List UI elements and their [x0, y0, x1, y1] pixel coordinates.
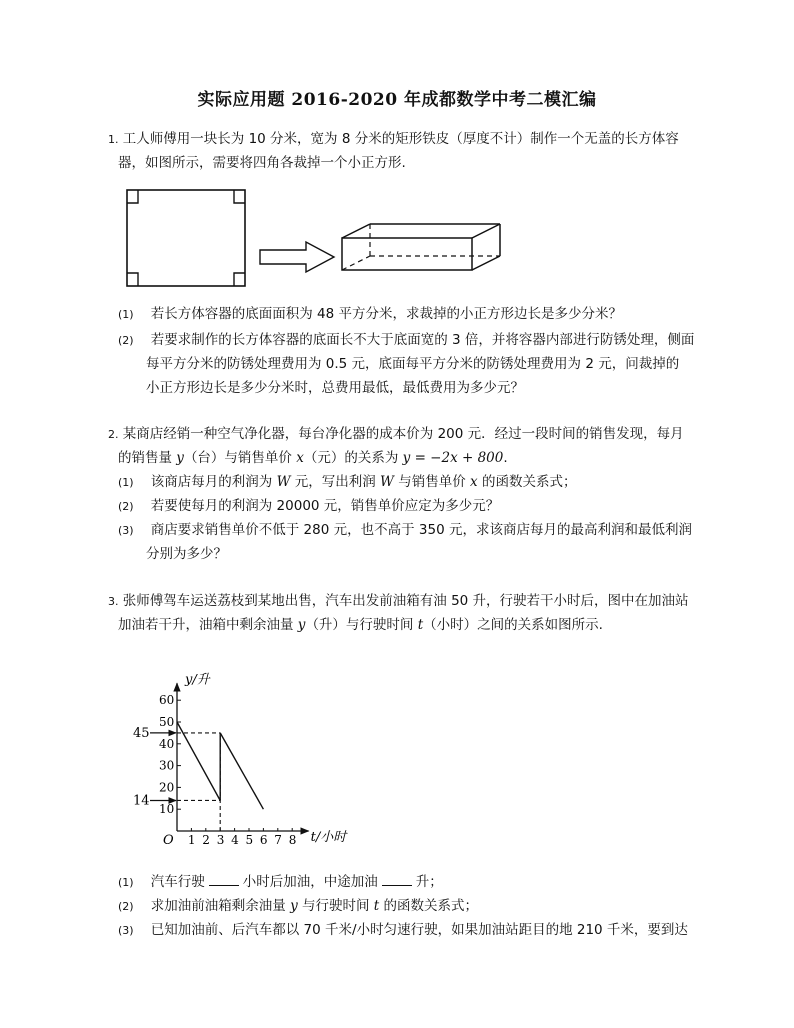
q1-sub1-number: (1) [118, 308, 134, 321]
q1-figure [120, 186, 510, 296]
q3-sub2-b: 与行驶时间 [297, 898, 374, 914]
y-tick-label: 20 [159, 780, 175, 795]
q3-var-y: y [297, 617, 306, 633]
q3-graph [130, 655, 370, 855]
q2-var-x2: x [470, 474, 478, 490]
x-tick-label: 3 [216, 833, 225, 847]
q2-var-x: x [296, 450, 304, 466]
q2-var-W: W [276, 474, 291, 490]
x-tick-label: 5 [245, 833, 254, 847]
box-figure [342, 224, 500, 270]
q1-text-1: 工人师傅用一块长为 10 分米，宽为 8 分米的矩形铁皮（厚度不计）制作一个无盖的长方体容 [122, 131, 679, 147]
q3-line1 [108, 592, 689, 611]
q3-sub2-a: 求加油前油箱剩余油量 [150, 898, 291, 914]
annotation-label: 14 [133, 793, 150, 809]
q1-sub2-number: (2) [118, 334, 134, 347]
q2-var-W2: W [380, 474, 394, 490]
q3-text-2a: 加油若干升，油箱中剩余油量 [118, 617, 298, 633]
x-tick-label: 6 [259, 833, 268, 847]
q1-sub2 [118, 331, 694, 350]
q2-sub3-text-1: 商店要求销售单价不低于 280 元，也不高于 350 元，求该商店每月的最高利润和最低利润 [150, 522, 692, 538]
q2-text-2b: （台）与销售单价 [183, 450, 297, 466]
q2-text-1: 某商店经销一种空气净化器，每台净化器的成本价为 200 元．经过一段时间的销售发现，每月 [122, 426, 684, 442]
q2-sub1-number: (1) [118, 476, 134, 489]
y-axis-label: y/升 [185, 672, 210, 688]
q3-text-1: 张师傅驾车运送荔枝到某地出售，汽车出发前油箱有油 50 升，行驶若干小时后，图中在加油站 [122, 593, 689, 609]
x-axis-label: t/小时 [310, 830, 347, 845]
q2-sub2 [118, 497, 499, 516]
q1-number: 1. [108, 133, 119, 146]
x-tick-label: 7 [274, 833, 282, 847]
q2-text-2d: . [503, 450, 508, 466]
y-tick-label: 30 [159, 758, 175, 773]
q1-sub1-text: 若长方体容器的底面面积为 48 平方分米，求裁掉的小正方形边长是多少分米？ [150, 306, 623, 322]
box-hidden-edges [342, 224, 500, 270]
q2-sub2-text: 若要使每月的利润为 20000 元，销售单价应定为多少元？ [150, 498, 500, 514]
q1-line2: 器，如图所示，需要将四角各裁掉一个小正方形. [118, 155, 406, 171]
q3-blank-2[interactable] [382, 873, 412, 886]
x-tick-label: 1 [187, 833, 196, 847]
q3-var-t: t [417, 617, 424, 633]
q2-sub3-number: (3) [118, 524, 134, 537]
q3-sub2 [118, 897, 478, 916]
q1-sub1 [118, 305, 622, 324]
q2-sub3-text-2: 分别为多少？ [146, 546, 227, 562]
q2-sub1-d: 的函数关系式； [477, 474, 577, 490]
q3-text-2b: （升）与行驶时间 [305, 617, 418, 633]
y-tick-label: 50 [159, 715, 175, 729]
q2-sub2-number: (2) [118, 500, 134, 513]
x-tick-label: 8 [288, 833, 297, 847]
q2-line2 [118, 449, 508, 467]
series-line [177, 722, 220, 800]
q2-sub1-a: 该商店每月的利润为 [150, 474, 277, 490]
q2-equation: y = −2x + 800 [402, 450, 504, 466]
q3-sub1-b: 小时后加油，中途加油 [242, 874, 378, 890]
q2-sub1 [118, 473, 576, 492]
annotation-label: 45 [133, 725, 150, 741]
q3-text-2c: （小时）之间的关系如图所示. [423, 617, 603, 633]
corner-cuts [127, 190, 245, 286]
q3-sub1-a: 汽车行驶 [150, 874, 205, 890]
origin-label: O [163, 833, 174, 848]
x-tick-label: 4 [231, 833, 239, 847]
q2-text-2a: 的销售量 [118, 450, 177, 466]
arrow-shape [260, 242, 334, 272]
series-line [220, 733, 263, 809]
q3-number: 3. [108, 595, 119, 608]
q3-sub2-var-y: y [290, 898, 298, 914]
q3-sub1-c: 升； [415, 874, 443, 890]
q2-number: 2. [108, 428, 119, 441]
y-tick-label: 40 [159, 736, 175, 751]
q2-text-2c: （元）的关系为 [303, 450, 403, 466]
q1-sub2-text-1: 若要求制作的长方体容器的底面长不大于底面宽的 3 倍，并将容器内部进行防锈处理，侧面 [150, 332, 695, 348]
q1-sub2-text-2: 每平方分米的防锈处理费用为 0.5 元，底面每平方分米的防锈处理费用为 2 元，问裁掉的 [146, 356, 680, 372]
y-tick-label: 10 [159, 802, 175, 817]
q1-sub2-text-3: 小正方形边长是多少分米时，总费用最低，最低费用为多少元？ [146, 380, 524, 396]
q3-sub2-c: 的函数关系式； [379, 898, 479, 914]
q3-blank-1[interactable] [209, 873, 239, 886]
q3-line2 [118, 616, 603, 634]
x-tick-label: 2 [202, 833, 210, 847]
q2-line1 [108, 425, 684, 444]
q3-sub3-number: (3) [118, 924, 134, 937]
q3-sub2-number: (2) [118, 900, 134, 913]
q2-sub1-b: 元，写出利润 [290, 474, 381, 490]
q3-sub1-number: (1) [118, 876, 134, 889]
q3-sub2-var-t: t [373, 898, 380, 914]
page-title: 实际应用题 2016-2020 年成都数学中考二模汇编 [197, 90, 597, 110]
q2-var-y: y [176, 450, 184, 466]
q1-line1 [108, 130, 679, 149]
sheet-rect [127, 190, 245, 286]
q3-sub1 [118, 873, 443, 892]
q2-sub3 [118, 521, 692, 540]
y-tick-label: 60 [159, 693, 175, 708]
q2-sub1-c: 与销售单价 [393, 474, 471, 490]
q3-sub3-text: 已知加油前、后汽车都以 70 千米/小时匀速行驶，如果加油站距目的地 210 千米，要到达 [150, 922, 688, 938]
q3-sub3 [118, 921, 688, 940]
